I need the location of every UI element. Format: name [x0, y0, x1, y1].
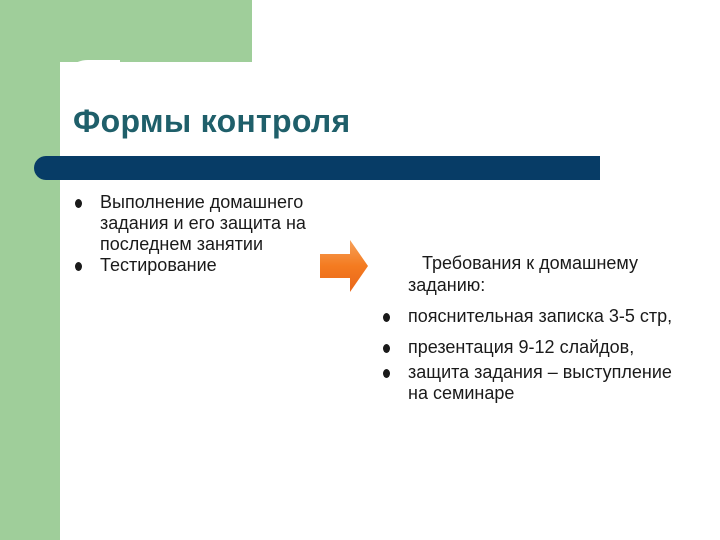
- list-item-text: защита задания – выступление на семинаре: [408, 362, 672, 403]
- bullet-icon: [383, 344, 390, 353]
- list-item: [408, 306, 678, 327]
- list-item-text: Тестирование: [100, 255, 217, 275]
- left-accent-bar: [0, 0, 60, 540]
- list-item-text: пояснительная записка 3-5 стр,: [408, 306, 673, 326]
- list-item: [408, 337, 678, 358]
- list-item-text: Выполнение домашнего задания и его защита на последнем занятии: [100, 192, 306, 254]
- requirements-heading: Требования к домашнему заданию:: [408, 253, 638, 295]
- list-item: [408, 362, 678, 404]
- list-item: [100, 255, 350, 276]
- bullet-icon: [75, 262, 82, 271]
- title-underline-bar: [34, 156, 600, 180]
- bullet-icon: [383, 313, 390, 322]
- control-forms-list: [100, 192, 350, 276]
- slide-title: Формы контроля: [73, 103, 351, 139]
- list-item-text: презентация 9-12 слайдов,: [408, 337, 635, 357]
- bullet-icon: [75, 199, 82, 208]
- list-item: [100, 192, 350, 255]
- bullet-icon: [383, 369, 390, 378]
- requirements-list: [408, 306, 678, 404]
- arrow-right-icon: [320, 240, 368, 292]
- top-accent-block: [0, 0, 252, 62]
